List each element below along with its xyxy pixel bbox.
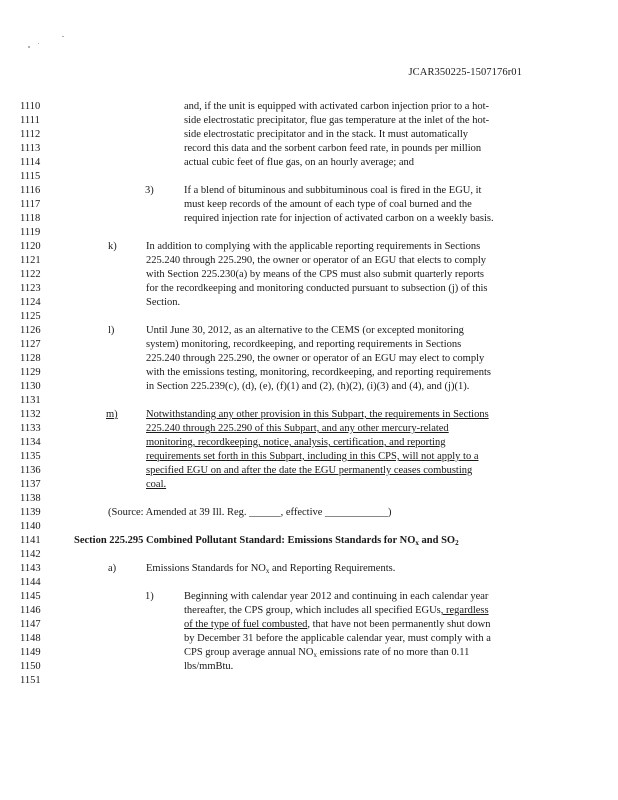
scan-speck xyxy=(38,43,39,44)
line-number: 1132 xyxy=(20,409,41,420)
line-number: 1148 xyxy=(20,633,41,644)
line-number: 1122 xyxy=(20,269,41,280)
line-number: 1129 xyxy=(20,367,41,378)
line-number: 1137 xyxy=(20,479,41,490)
paragraph-line: actual cubic feet of flue gas, on an hourly average; and xyxy=(184,157,415,168)
line-number: 1118 xyxy=(20,213,41,224)
line-number: 1116 xyxy=(20,185,41,196)
line-number: 1121 xyxy=(20,255,41,266)
paragraph-line: 225.240 through 225.290, the owner or operator of an EGU may elect to comply xyxy=(146,353,485,364)
inserted-line: requirements set forth in this Subpart, including in this CPS, will not apply to a xyxy=(146,451,479,462)
line-number: 1112 xyxy=(20,129,41,140)
scan-speck xyxy=(28,46,30,48)
document-id: JCAR350225-1507176r01 xyxy=(408,67,522,78)
inserted-line: coal. xyxy=(146,479,167,490)
line-number: 1147 xyxy=(20,619,41,630)
item-label: 3) xyxy=(145,185,154,196)
line-number: 1111 xyxy=(20,115,40,126)
paragraph-line: Until June 30, 2012, as an alternative to the CEMS (or excepted monitoring xyxy=(146,325,464,336)
section-heading: Section 225.295 Combined Pollutant Standard: Emissions Standards for $NO_x$ and $SO_2$ xyxy=(74,535,459,547)
line-number: 1139 xyxy=(20,507,41,518)
paragraph-line: lbs/mmBtu. xyxy=(184,661,234,672)
line-number: 1124 xyxy=(20,297,41,308)
paragraph-line: by December 31 before the applicable calendar year, must comply with a xyxy=(184,633,491,644)
line-number: 1135 xyxy=(20,451,41,462)
line-number: 1144 xyxy=(20,577,41,588)
line-number: 1143 xyxy=(20,563,41,574)
line-number: 1140 xyxy=(20,521,41,532)
inserted-line: monitoring, recordkeeping, notice, analysis, certification, and reporting xyxy=(146,437,446,448)
paragraph-line: 225.240 through 225.290, the owner or operator of an EGU that elects to comply xyxy=(146,255,487,266)
item-label: k) xyxy=(108,241,117,252)
line-number: 1110 xyxy=(20,101,41,112)
paragraph-line: system) monitoring, recordkeeping, and reporting requirements in Sections xyxy=(146,339,462,350)
paragraph-line: side electrostatic precipitator, flue gas temperature at the inlet of the hot- xyxy=(184,115,490,126)
paragraph-line: required injection rate for injection of activated carbon on a weekly basis. xyxy=(184,213,494,224)
item-label: m) xyxy=(106,409,118,420)
line-number: 1131 xyxy=(20,395,41,406)
line-number: 1133 xyxy=(20,423,41,434)
paragraph-line: In addition to complying with the applicable reporting requirements in Sections xyxy=(146,241,481,252)
line-number: 1119 xyxy=(20,227,41,238)
line-number: 1127 xyxy=(20,339,41,350)
line-number: 1150 xyxy=(20,661,41,672)
line-number: 1141 xyxy=(20,535,41,546)
line-number: 1130 xyxy=(20,381,41,392)
line-number: 1125 xyxy=(20,311,41,322)
line-number: 1123 xyxy=(20,283,41,294)
paragraph-line: with the emissions testing, monitoring, recordkeeping, and reporting requirements xyxy=(146,367,491,378)
line-number: 1136 xyxy=(20,465,41,476)
paragraph-line: in Section 225.239(c), (d), (e), (f)(1) and (2), (h)(2), (i)(3) and (4), and (j)(1). xyxy=(146,381,470,392)
paragraph-line: with Section 225.230(a) by means of the CPS must also submit quarterly reports xyxy=(146,269,484,280)
line-number: 1142 xyxy=(20,549,41,560)
source-note: (Source: Amended at 39 Ill. Reg. ______, effective ____________) xyxy=(108,507,392,518)
line-number: 1126 xyxy=(20,325,41,336)
line-number: 1146 xyxy=(20,605,41,616)
item-label: 1) xyxy=(145,591,154,602)
paragraph-line: of the type of fuel combusted, that have not been permanently shut down xyxy=(184,619,491,630)
paragraph-line: If a blend of bituminous and subbituminous coal is fired in the EGU, it xyxy=(184,185,482,196)
inserted-line: 225.240 through 225.290 of this Subpart, and any other mercury-related xyxy=(146,423,449,434)
line-number: 1128 xyxy=(20,353,41,364)
paragraph-line: for the recordkeeping and monitoring conducted pursuant to subsection (j) of this xyxy=(146,283,488,294)
paragraph-line: side electrostatic precipitator and in the stack. It must automatically xyxy=(184,129,468,140)
inserted-line: specified EGU on and after the date the EGU permanently ceases combusting xyxy=(146,465,473,476)
paragraph-line: and, if the unit is equipped with activated carbon injection prior to a hot- xyxy=(184,101,489,112)
line-number: 1117 xyxy=(20,199,41,210)
line-number: 1134 xyxy=(20,437,41,448)
line-number: 1138 xyxy=(20,493,41,504)
line-number: 1120 xyxy=(20,241,41,252)
paragraph-line: must keep records of the amount of each type of coal burned and the xyxy=(184,199,472,210)
subsection-title: Emissions Standards for $NO_x$ and Reporting Requirements. xyxy=(146,563,396,575)
line-number: 1114 xyxy=(20,157,41,168)
paragraph-line: CPS group average annual $NO_x$ emissions rate of no more than 0.11 xyxy=(184,647,470,659)
item-label: a) xyxy=(108,563,117,574)
paragraph-line: Section. xyxy=(146,297,181,308)
line-number: 1113 xyxy=(20,143,41,154)
item-label: l) xyxy=(108,325,115,336)
paragraph-line: thereafter, the CPS group, which includes all specified EGUs, regardless xyxy=(184,605,489,616)
line-number: 1145 xyxy=(20,591,41,602)
paragraph-line: record this data and the sorbent carbon feed rate, in pounds per million xyxy=(184,143,482,154)
scan-speck xyxy=(62,36,64,37)
inserted-line: Notwithstanding any other provision in this Subpart, the requirements in Sections xyxy=(146,409,489,420)
line-number: 1115 xyxy=(20,171,41,182)
line-number: 1151 xyxy=(20,675,41,686)
paragraph-line: Beginning with calendar year 2012 and continuing in each calendar year xyxy=(184,591,489,602)
line-number: 1149 xyxy=(20,647,41,658)
